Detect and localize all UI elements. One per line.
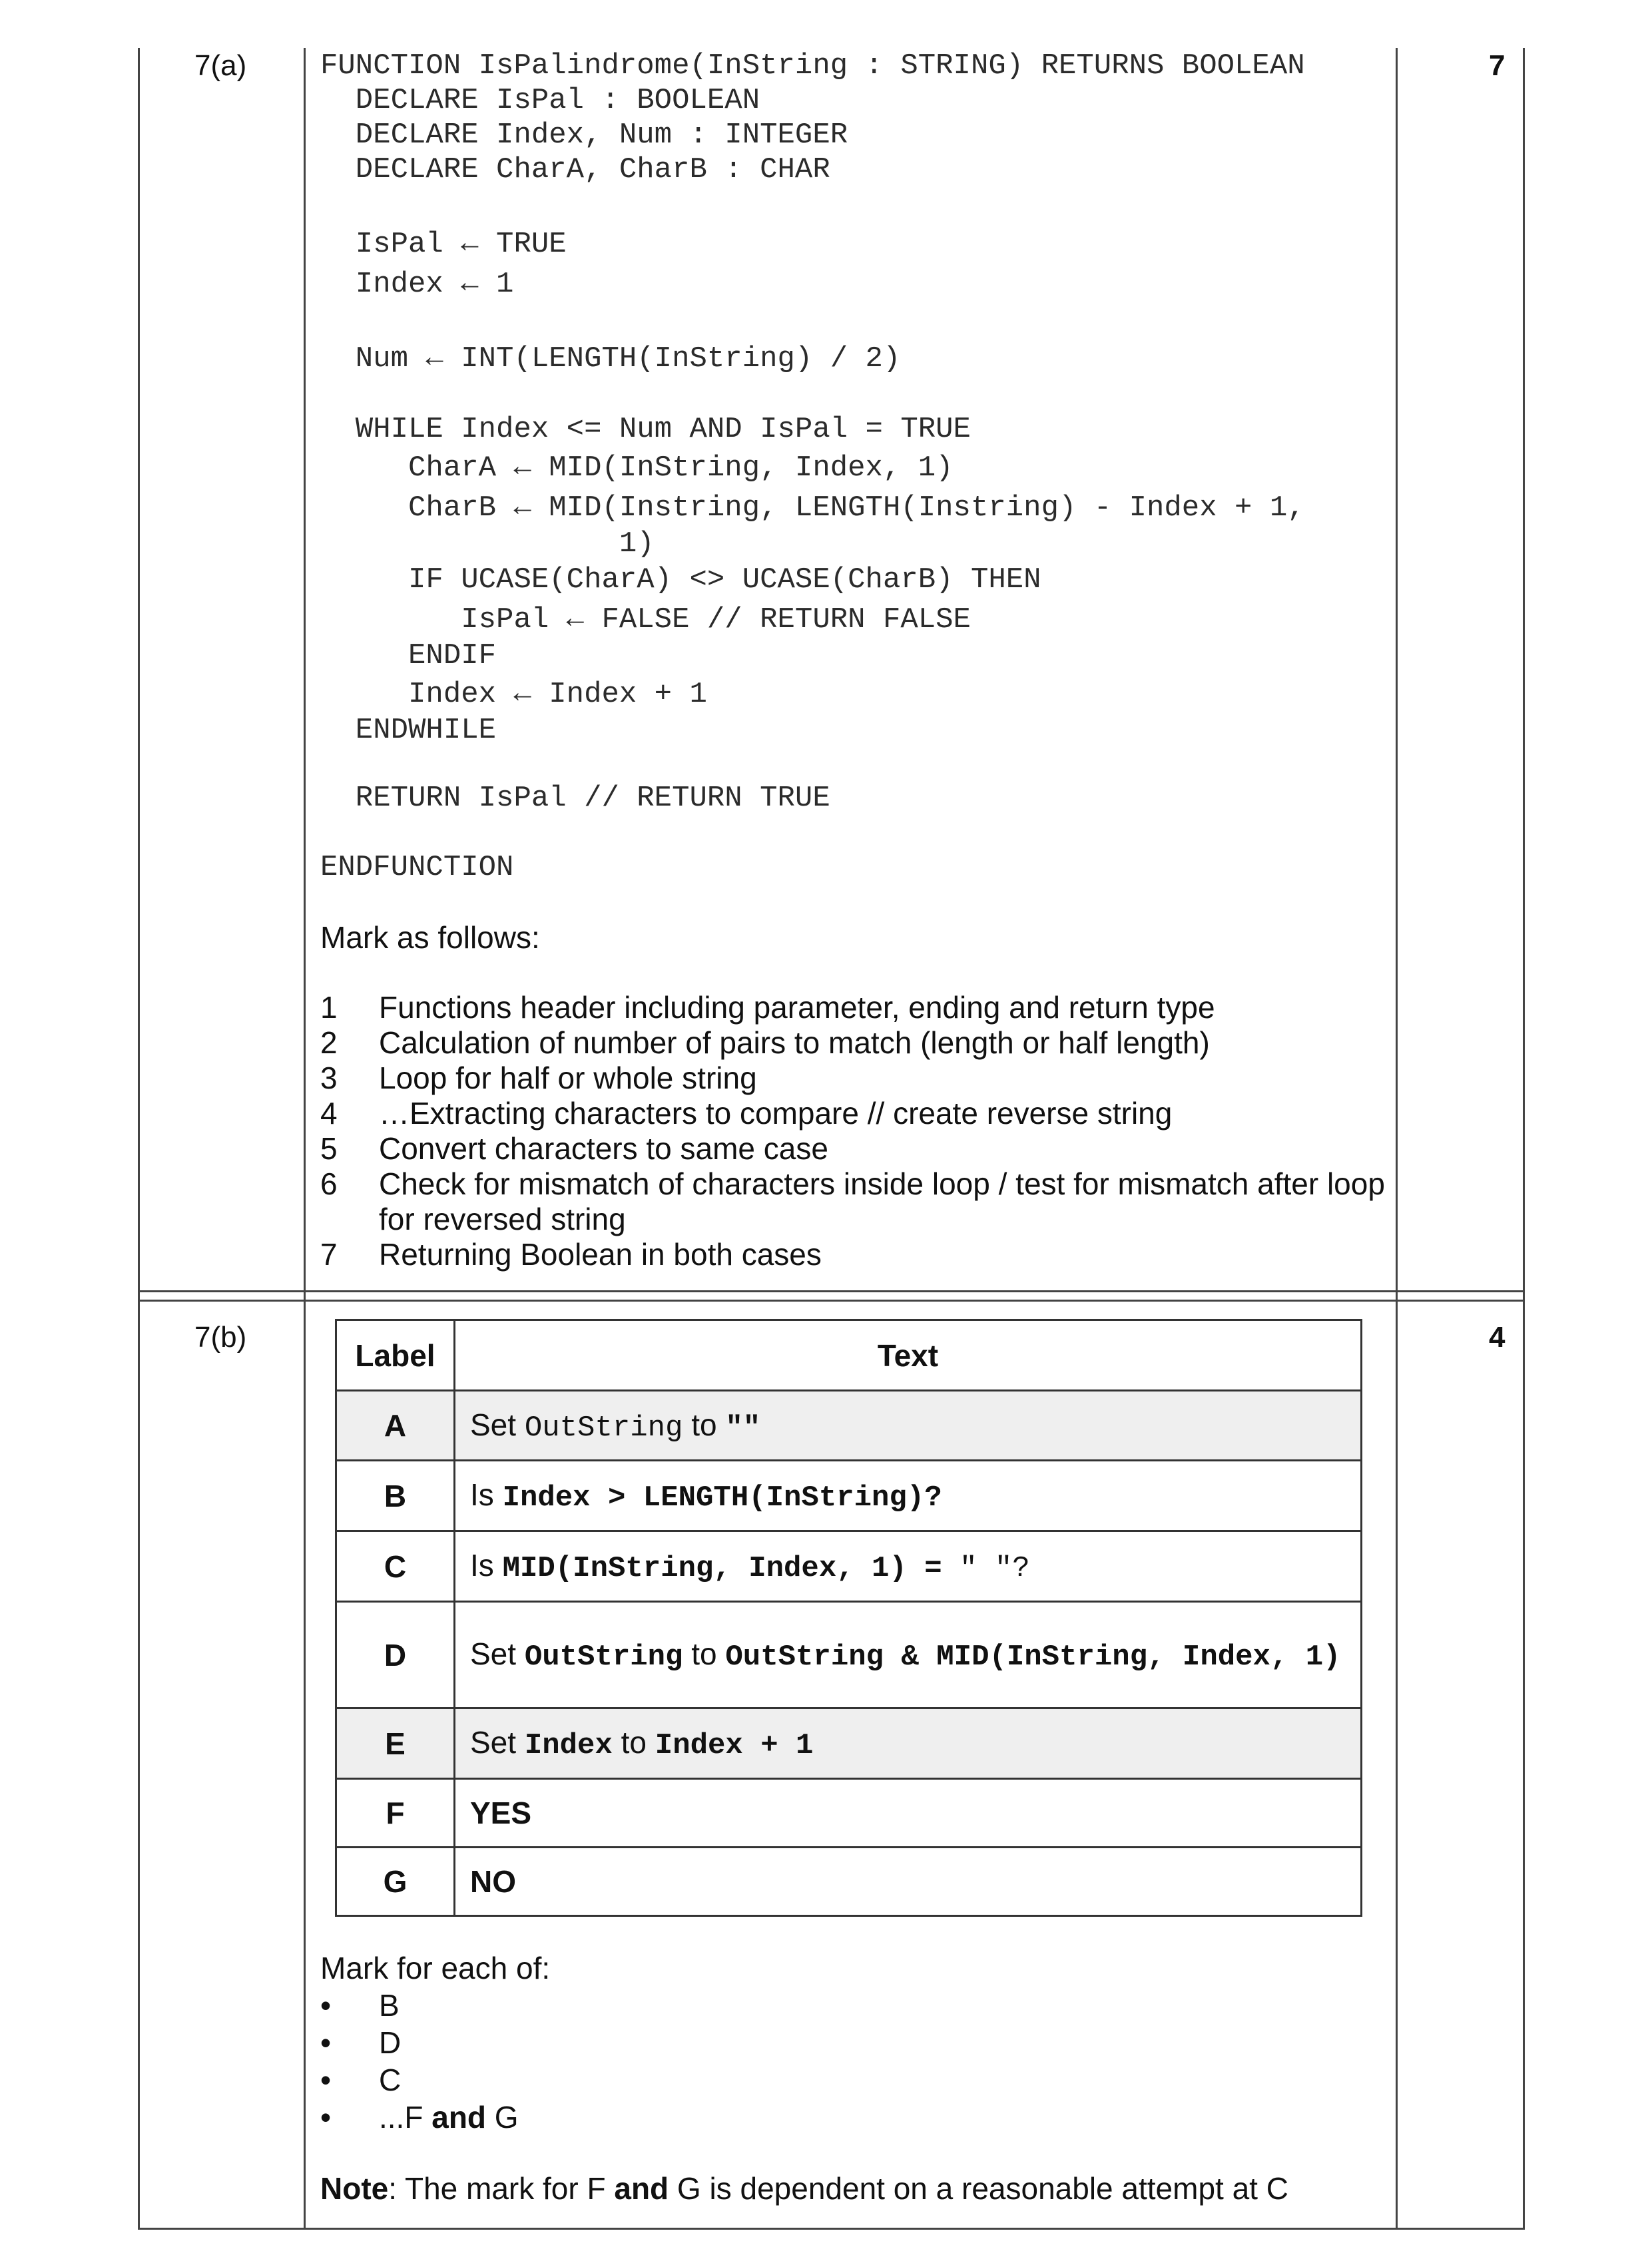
- table-header-row: [336, 1320, 1362, 1391]
- text-plain: Set: [470, 1407, 525, 1442]
- column-header-label: Label: [336, 1320, 455, 1391]
- row-label: A: [336, 1391, 455, 1461]
- code-line: WHILE Index <= Num AND IsPal = TRUE: [320, 413, 971, 446]
- row-label: C: [336, 1531, 455, 1602]
- row-label: D: [336, 1602, 455, 1708]
- list-item: [320, 1131, 1386, 1166]
- code-line: IsPal ← FALSE // RETURN FALSE: [320, 603, 971, 636]
- list-number: 4: [320, 1096, 338, 1131]
- question-number-7a: 7(a): [194, 49, 247, 82]
- code-text: OutString & MID(InString, Index, 1): [725, 1640, 1341, 1674]
- mark-points-list: [320, 990, 1386, 1272]
- code-line: DECLARE Index, Num : INTEGER: [320, 119, 848, 152]
- code-line: CharB ← MID(Instring, LENGTH(Instring) - Index + 1,: [320, 491, 1305, 525]
- marks-7a: 7: [1489, 49, 1506, 82]
- table-row: [336, 1708, 1362, 1779]
- list-number: 1: [320, 990, 338, 1025]
- code-line: IF UCASE(CharA) <> UCASE(CharB) THEN: [320, 563, 1041, 597]
- table-border-right: [1523, 48, 1525, 2230]
- code-line: ENDWHILE: [320, 714, 497, 747]
- list-item: [320, 990, 1386, 1025]
- list-text: Functions header including parameter, ending and return type: [379, 990, 1215, 1025]
- list-number: 3: [320, 1061, 338, 1095]
- note-text: : The mark for F: [388, 2171, 615, 2206]
- note-label: Note: [320, 2171, 389, 2206]
- code-text: OutString: [524, 1411, 683, 1445]
- row-label: B: [336, 1461, 455, 1531]
- mark-heading-7b: Mark for each of:: [320, 1951, 551, 1985]
- bold-word: and: [614, 2171, 669, 2206]
- list-item: [320, 1025, 1386, 1061]
- row-label: F: [336, 1779, 455, 1848]
- flowchart-label-table: [335, 1319, 1362, 1917]
- list-item: [320, 1096, 1386, 1131]
- code-line: Index ← Index + 1: [320, 678, 707, 711]
- code-text: Index > LENGTH(InString)?: [502, 1481, 942, 1515]
- text-plain: Is: [470, 1477, 503, 1512]
- bullet-icon: •: [320, 2063, 332, 2097]
- text-plain: Is: [470, 1548, 503, 1583]
- list-text: Loop for half or whole string: [379, 1061, 757, 1095]
- list-item: [320, 1987, 400, 2024]
- note-line: [320, 2170, 1288, 2206]
- code-text: " "?: [960, 1552, 1030, 1585]
- list-item: [320, 1061, 1386, 1096]
- column-header-text: Text: [455, 1320, 1362, 1391]
- row-divider-bottom: [138, 1300, 1525, 1302]
- list-text: …Extracting characters to compare // create reverse string: [379, 1096, 1173, 1131]
- list-number: 2: [320, 1025, 338, 1060]
- code-line: Index ← 1: [320, 268, 514, 301]
- row-text: [455, 1391, 1362, 1461]
- list-number: 5: [320, 1131, 338, 1166]
- marks-7b: 4: [1489, 1321, 1506, 1354]
- code-text: Index + 1: [655, 1729, 814, 1762]
- table-row: [336, 1531, 1362, 1602]
- row-label: G: [336, 1848, 455, 1916]
- list-item: [320, 2061, 401, 2099]
- table-row: [336, 1848, 1362, 1916]
- table-row: [336, 1391, 1362, 1461]
- note-text: G is dependent on a reasonable attempt at C: [669, 2171, 1288, 2206]
- code-line: ENDFUNCTION: [320, 851, 514, 884]
- mark-heading-7a: Mark as follows:: [320, 920, 540, 955]
- list-text: Check for mismatch of characters inside loop / test for mismatch after loop for reversed string: [379, 1166, 1385, 1236]
- table-border-bottom: [138, 2228, 1525, 2230]
- list-text: ...F: [379, 2100, 432, 2135]
- code-line: CharA ← MID(InString, Index, 1): [320, 451, 954, 485]
- text-plain: to: [612, 1725, 655, 1760]
- list-item: [320, 1166, 1386, 1237]
- list-item: [320, 2024, 401, 2061]
- bold-word: and: [431, 2100, 487, 2135]
- bullet-icon: •: [320, 2100, 332, 2135]
- code-line: DECLARE CharA, CharB : CHAR: [320, 153, 830, 186]
- list-text: Returning Boolean in both cases: [379, 1237, 822, 1272]
- code-line: DECLARE IsPal : BOOLEAN: [320, 84, 760, 117]
- row-text: YES: [455, 1779, 1362, 1848]
- table-row: [336, 1461, 1362, 1531]
- code-line: 1): [320, 527, 655, 561]
- code-line: FUNCTION IsPalindrome(InString : STRING) RETURNS BOOLEAN: [320, 49, 1305, 83]
- text-plain: Set: [470, 1725, 525, 1760]
- table-row: [336, 1779, 1362, 1848]
- table-border-answer-col: [1396, 48, 1398, 2230]
- table-border-left: [138, 48, 140, 2230]
- code-text: OutString: [524, 1640, 683, 1674]
- row-text: [455, 1531, 1362, 1602]
- table-border-question-col: [304, 48, 306, 2230]
- list-item: [320, 2099, 519, 2136]
- code-text: MID(InString, Index, 1) =: [502, 1552, 960, 1585]
- list-number: 7: [320, 1237, 338, 1272]
- list-text: G: [486, 2100, 519, 2135]
- question-number-7b: 7(b): [194, 1321, 247, 1354]
- row-divider-top: [138, 1290, 1525, 1292]
- row-label: E: [336, 1708, 455, 1779]
- list-text: D: [379, 2025, 402, 2060]
- text-plain: to: [683, 1636, 726, 1671]
- row-text: NO: [455, 1848, 1362, 1916]
- table-row: [336, 1602, 1362, 1708]
- list-text: B: [379, 1988, 400, 2023]
- row-text: [455, 1708, 1362, 1779]
- text-plain: Set: [470, 1636, 525, 1671]
- text-plain: to: [683, 1407, 726, 1442]
- row-text: [455, 1602, 1362, 1708]
- code-text: "": [725, 1411, 761, 1445]
- code-line: Num ← INT(LENGTH(InString) / 2): [320, 342, 901, 376]
- list-number: 6: [320, 1166, 338, 1201]
- code-line: RETURN IsPal // RETURN TRUE: [320, 782, 830, 815]
- list-item: [320, 1237, 1386, 1272]
- code-line: ENDIF: [320, 639, 497, 672]
- list-text: Calculation of number of pairs to match (length or half length): [379, 1025, 1210, 1060]
- bullet-icon: •: [320, 2025, 332, 2060]
- list-text: C: [379, 2063, 402, 2097]
- code-text: Index: [524, 1729, 613, 1762]
- list-text: Convert characters to same case: [379, 1131, 828, 1166]
- bullet-icon: •: [320, 1988, 332, 2023]
- row-text: [455, 1461, 1362, 1531]
- code-line: IsPal ← TRUE: [320, 228, 567, 261]
